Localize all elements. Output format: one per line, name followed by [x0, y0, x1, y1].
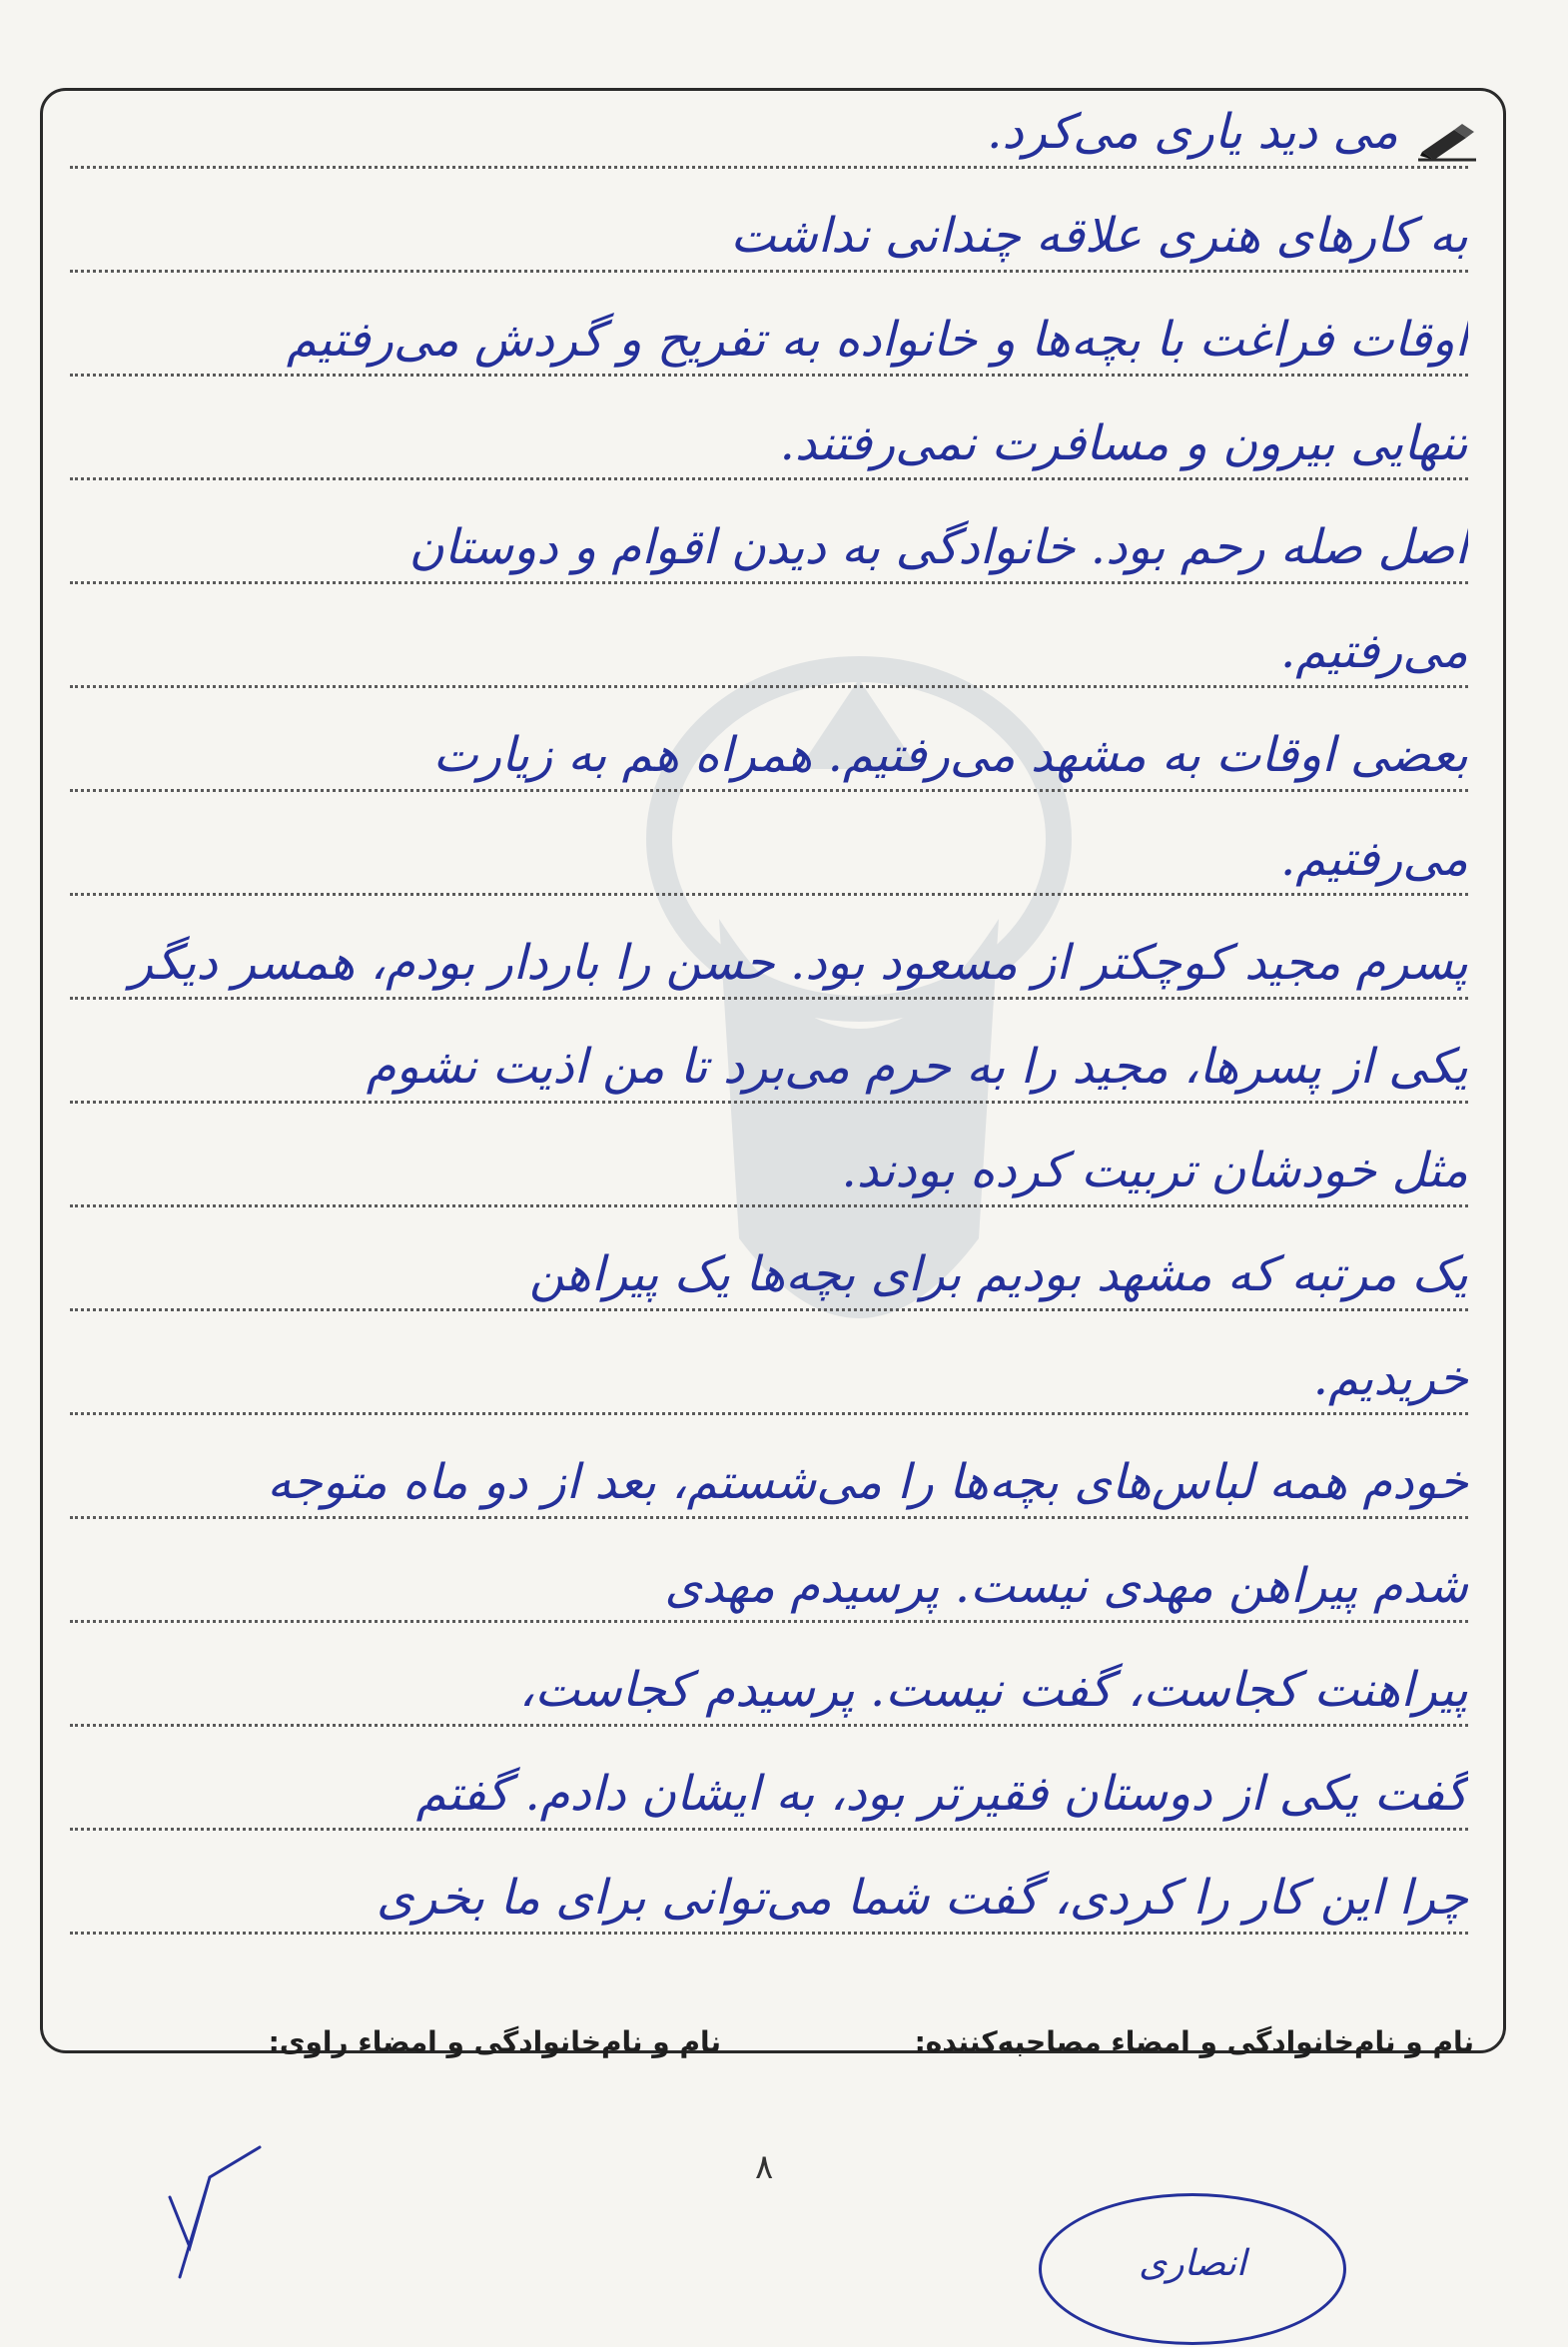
body-line: می دید یاری می‌کرد.: [987, 104, 1398, 160]
seal-name: انصاری: [1139, 2243, 1246, 2284]
body-line: پسرم مجید کوچکتر از مسعود بود. حسن را باردار بودم، همسر دیگر: [130, 935, 1468, 991]
body-line: شدم پیراهن مهدی نیست. پرسیدم مهدی: [664, 1558, 1468, 1614]
ruled-line: [70, 270, 1468, 273]
ruled-line: [70, 1932, 1468, 1935]
body-line: به کارهای هنری علاقه چندانی نداشت: [730, 208, 1468, 264]
body-line: اوقات فراغت با بچه‌ها و خانواده به تفریح و گردش می‌رفتیم: [286, 312, 1468, 368]
signature-scribble: [150, 2137, 270, 2287]
ruled-line: [70, 685, 1468, 688]
ruled-line: [70, 893, 1468, 896]
body-line: اصل صله رحم بود. خانوادگی به دیدن اقوام و دوستان: [408, 519, 1468, 575]
ruled-line: [70, 1828, 1468, 1831]
ruled-line: [70, 1412, 1468, 1415]
narrator-signature-label: نام و نام‌خانوادگی و امضاء راوی:: [268, 2025, 721, 2058]
page-number: ۸: [755, 2147, 774, 2187]
ruled-line: [70, 581, 1468, 584]
body-line: مثل خودشان تربیت کرده بودند.: [841, 1143, 1468, 1198]
body-line: خریدیم.: [1312, 1350, 1468, 1406]
ruled-line: [70, 1724, 1468, 1727]
ruled-line: [70, 1101, 1468, 1104]
body-line: گفت یکی از دوستان فقیرتر بود، به ایشان دادم. گفتم: [415, 1766, 1468, 1822]
body-line: چرا این کار را کردی، گفت شما می‌توانی برای ما بخری: [376, 1870, 1468, 1926]
body-line: پیراهنت کجاست، گفت نیست. پرسیدم کجاست،: [518, 1662, 1468, 1718]
ruled-line: [70, 374, 1468, 377]
body-line: یک مرتبه که مشهد بودیم برای بچه‌ها یک پیراهن: [528, 1246, 1468, 1302]
body-line: می‌رفتیم.: [1279, 623, 1468, 679]
body-line: بعضی اوقات به مشهد می‌رفتیم. همراه هم به زیارت: [432, 727, 1468, 783]
ruled-line: [70, 1308, 1468, 1311]
body-line: یکی از پسرها، مجید را به حرم می‌برد تا من اذیت نشوم: [366, 1039, 1468, 1095]
ruled-line: [70, 997, 1468, 1000]
ruled-line: [70, 789, 1468, 792]
pen-icon: [1416, 122, 1480, 162]
ruled-line: [70, 1516, 1468, 1519]
ruled-line: [70, 166, 1468, 169]
body-line: می‌رفتیم.: [1279, 831, 1468, 887]
interviewer-signature-label: نام و نام‌خانوادگی و امضاء مصاحبه‌کننده:: [914, 2025, 1474, 2058]
ruled-line: [70, 1620, 1468, 1623]
body-line: خودم همه لباس‌های بچه‌ها را می‌شستم، بعد از دو ماه متوجه: [267, 1454, 1468, 1510]
ruled-line: [70, 1204, 1468, 1207]
ruled-line: [70, 477, 1468, 480]
body-line: تنهایی بیرون و مسافرت نمی‌رفتند.: [779, 415, 1468, 471]
